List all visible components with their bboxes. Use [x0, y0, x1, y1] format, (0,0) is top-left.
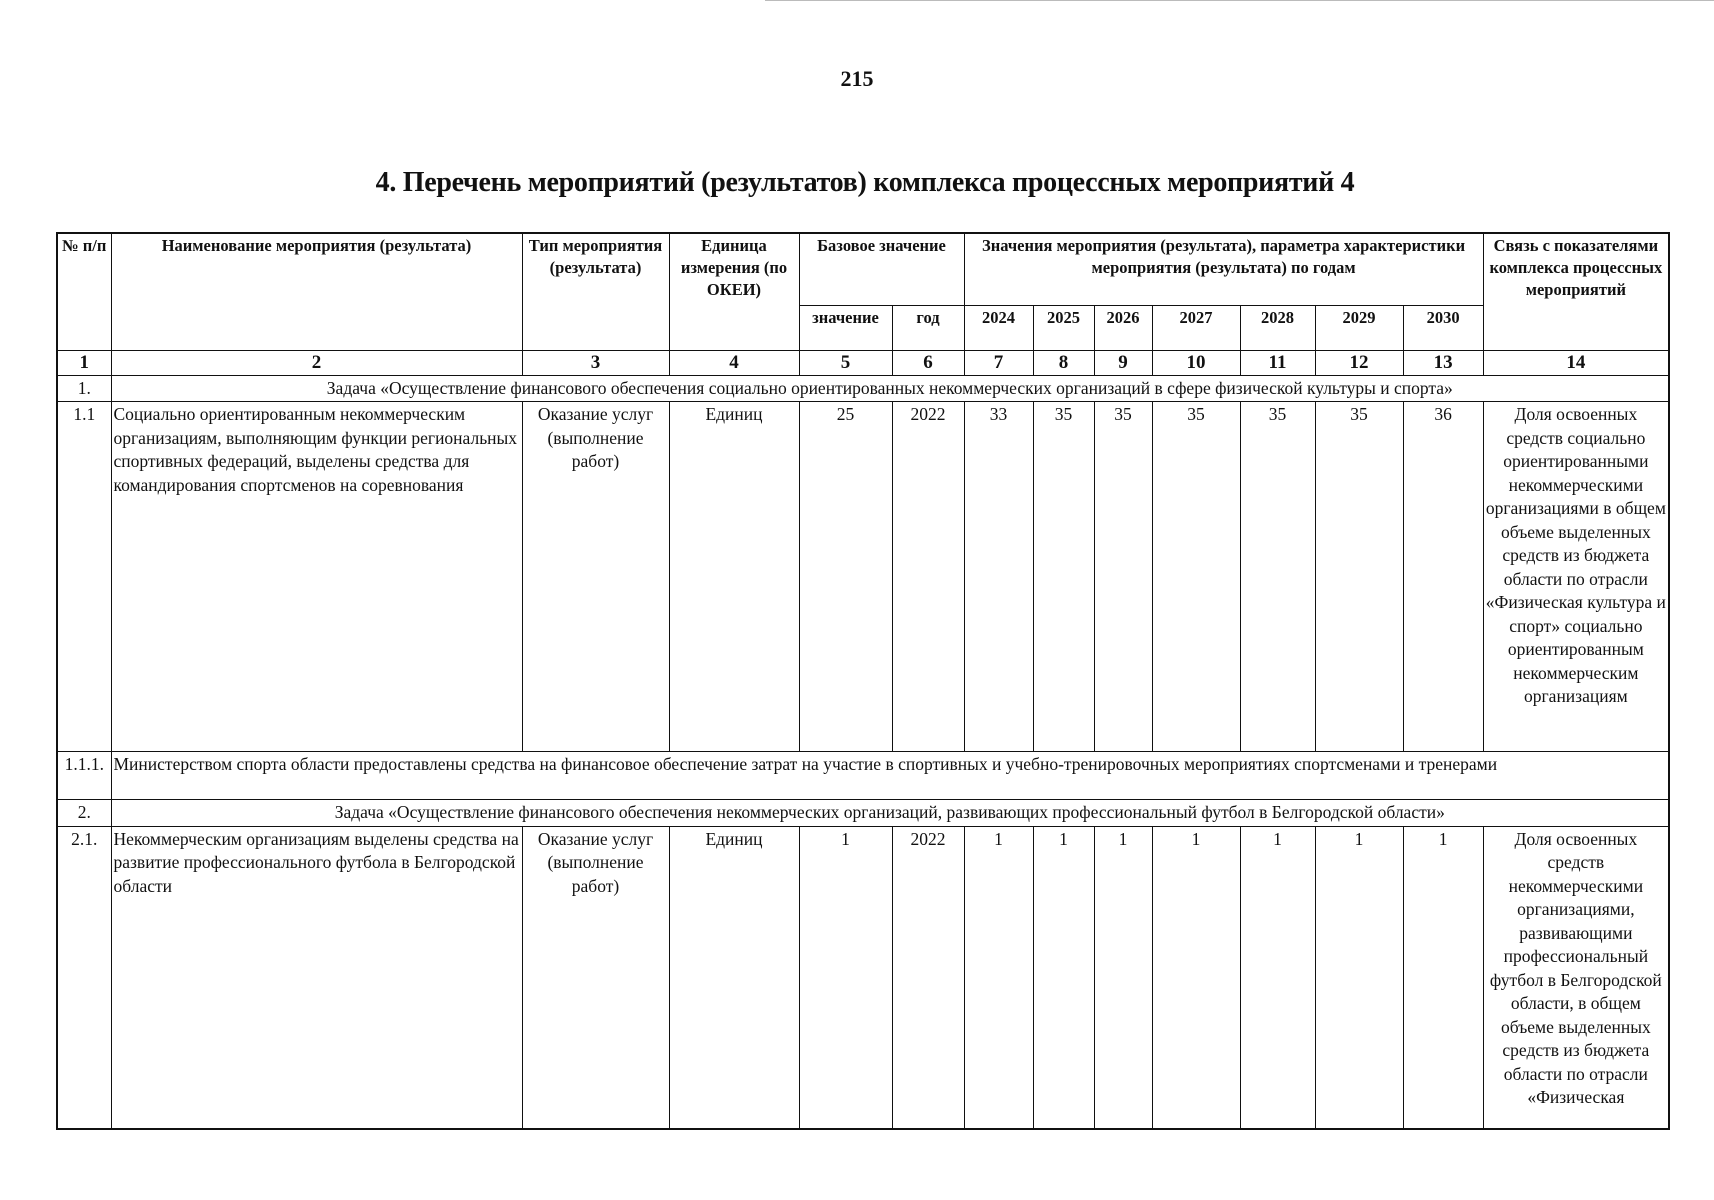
col-number: 7	[964, 350, 1033, 375]
measure-name: Социально ориентированным некоммерческим организациям, выполняющим функции региональных спортивных федераций, выделены средства для командирования спортсменов на соревнования	[111, 402, 522, 752]
table-row	[57, 752, 1669, 800]
col-number: 8	[1033, 350, 1094, 375]
table-header-row	[57, 233, 1669, 305]
value-2024: 33	[964, 402, 1033, 752]
col-number: 3	[522, 350, 669, 375]
base-year: 2022	[892, 826, 964, 1129]
row-number: 1.1	[57, 402, 111, 752]
header-year-2027: 2027	[1152, 305, 1240, 350]
value-2027: 1	[1152, 826, 1240, 1129]
header-unit: Единица измерения (по ОКЕИ)	[669, 233, 799, 350]
col-number: 14	[1483, 350, 1669, 375]
col-number: 13	[1403, 350, 1483, 375]
header-year-2028: 2028	[1240, 305, 1315, 350]
table-row	[57, 826, 1669, 1129]
header-year-2026: 2026	[1094, 305, 1152, 350]
value-2029: 35	[1315, 402, 1403, 752]
header-base: Базовое значение	[799, 233, 964, 305]
row-number: 1.	[57, 375, 111, 402]
task-heading: Задача «Осуществление финансового обеспечения социально ориентированных некоммерческих организаций в сфере физической культуры и спорта»	[111, 375, 1669, 402]
measures-table	[56, 232, 1670, 1130]
measure-unit: Единиц	[669, 402, 799, 752]
row-number: 2.1.	[57, 826, 111, 1129]
base-value: 1	[799, 826, 892, 1129]
col-number: 1	[57, 350, 111, 375]
measure-type: Оказание услуг (выполнение работ)	[522, 826, 669, 1129]
header-link: Связь с показателями комплекса процессных мероприятий	[1483, 233, 1669, 350]
value-2026: 35	[1094, 402, 1152, 752]
col-number: 2	[111, 350, 522, 375]
measure-unit: Единиц	[669, 826, 799, 1129]
header-base-value: значение	[799, 305, 892, 350]
sub-measure-text: Министерством спорта области предоставлены средства на финансовое обеспечение затрат на участие в спортивных и учебно-тренировочных мероприятиях спортсменами и тренерами	[111, 752, 1669, 800]
measure-name: Некоммерческим организациям выделены средства на развитие профессионального футбола в Белгородской области	[111, 826, 522, 1129]
value-2026: 1	[1094, 826, 1152, 1129]
header-year-2029: 2029	[1315, 305, 1403, 350]
base-value: 25	[799, 402, 892, 752]
value-2030: 36	[1403, 402, 1483, 752]
header-year-2024: 2024	[964, 305, 1033, 350]
header-year-2030: 2030	[1403, 305, 1483, 350]
header-type: Тип мероприятия (результата)	[522, 233, 669, 350]
row-number: 1.1.1.	[57, 752, 111, 800]
page-title: 4. Перечень мероприятий (результатов) комплекса процессных мероприятий 4	[375, 167, 1355, 198]
header-name: Наименование мероприятия (результата)	[111, 233, 522, 350]
col-number: 5	[799, 350, 892, 375]
value-2028: 1	[1240, 826, 1315, 1129]
table-row	[57, 402, 1669, 752]
value-2025: 35	[1033, 402, 1094, 752]
row-number: 2.	[57, 800, 111, 827]
table-row	[57, 375, 1669, 402]
header-year-2025: 2025	[1033, 305, 1094, 350]
col-number: 4	[669, 350, 799, 375]
measure-type: Оказание услуг (выполнение работ)	[522, 402, 669, 752]
value-2030: 1	[1403, 826, 1483, 1129]
value-2024: 1	[964, 826, 1033, 1129]
base-year: 2022	[892, 402, 964, 752]
header-base-year: год	[892, 305, 964, 350]
col-number: 10	[1152, 350, 1240, 375]
col-number: 11	[1240, 350, 1315, 375]
page-number: 215	[840, 66, 874, 91]
scan-top-edge-line	[765, 0, 1714, 1]
value-2025: 1	[1033, 826, 1094, 1129]
task-heading: Задача «Осуществление финансового обеспечения некоммерческих организаций, развивающих профессиональный футбол в Белгородской области»	[111, 800, 1669, 827]
header-no: № п/п	[57, 233, 111, 350]
col-number: 6	[892, 350, 964, 375]
table-row	[57, 800, 1669, 827]
indicator-link: Доля освоенных средств некоммерческими организациями, развивающими профессиональный футбол в Белгородской области, в общем объеме выделенных средств из бюджета области по отрасли «Физическая	[1483, 826, 1669, 1129]
value-2029: 1	[1315, 826, 1403, 1129]
col-number: 9	[1094, 350, 1152, 375]
value-2028: 35	[1240, 402, 1315, 752]
indicator-link: Доля освоенных средств социально ориентированными некоммерческими организациями в общем объеме выделенных средств из бюджета области по отрасли «Физическая культура и спорт» социально ориентированным некоммерческим организациям	[1483, 402, 1669, 752]
column-numbers-row	[57, 350, 1669, 375]
header-years-group: Значения мероприятия (результата), параметра характеристики мероприятия (результата) по годам	[964, 233, 1483, 305]
value-2027: 35	[1152, 402, 1240, 752]
col-number: 12	[1315, 350, 1403, 375]
